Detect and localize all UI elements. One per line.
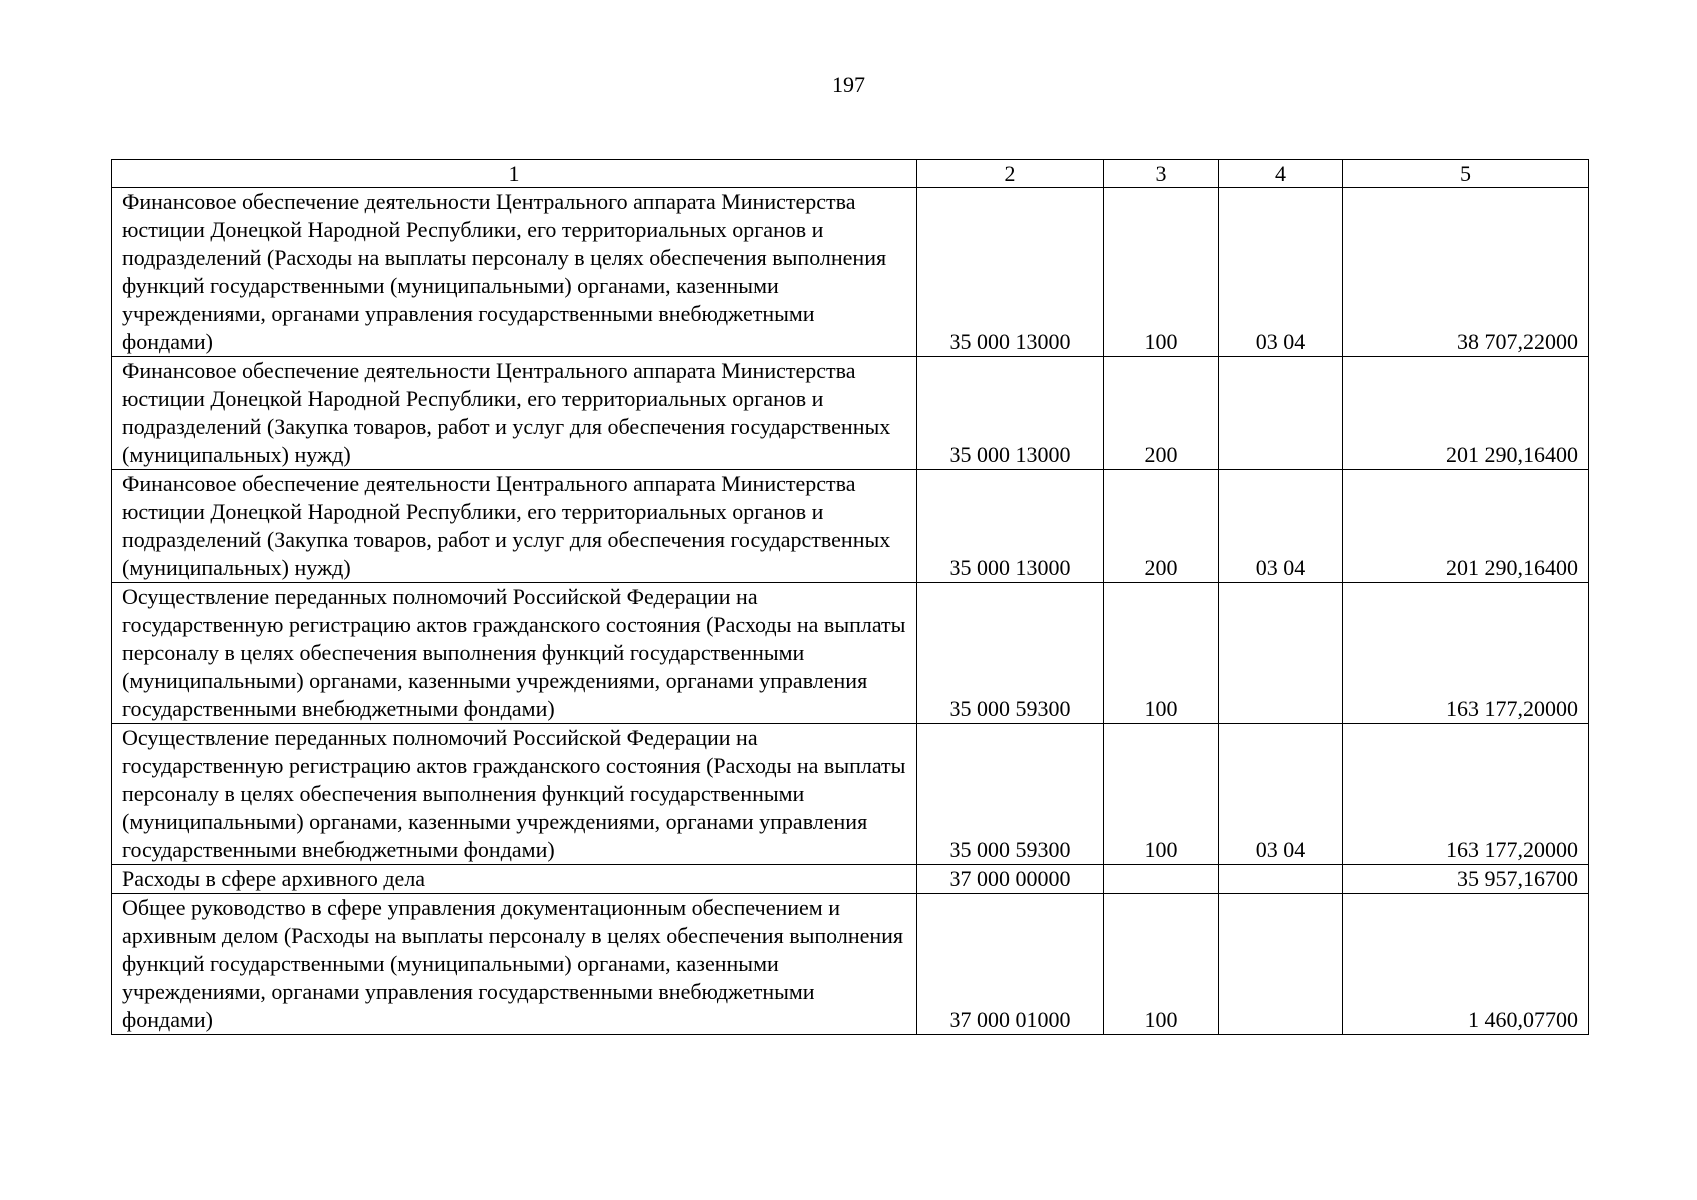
table-row [112,583,1589,724]
row-name: Расходы в сфере архивного дела [112,865,917,894]
budget-table [111,159,1589,1035]
row-name: Финансовое обеспечение деятельности Центрального аппарата Министерства юстиции Донецкой Народной Республики, его территориальных органов и подразделений (Закупка товаров, работ и услуг для обеспечения государственных (муниципальных) нужд) [112,357,917,470]
row-name: Финансовое обеспечение деятельности Центрального аппарата Министерства юстиции Донецкой Народной Республики, его территориальных органов и подразделений (Расходы на выплаты персоналу в целях обеспечения выполнения функций государственными (муниципальными) органами, казенными учреждениями, органами управления государственными внебюджетными фондами) [112,188,917,357]
row-amount: 163 177,20000 [1343,583,1589,724]
row-amount: 201 290,16400 [1343,357,1589,470]
row-section: 03 04 [1219,470,1343,583]
column-header: 2 [917,160,1104,188]
column-header: 5 [1343,160,1589,188]
row-target-code: 37 000 00000 [917,865,1104,894]
row-target-code: 35 000 13000 [917,357,1104,470]
row-amount: 1 460,07700 [1343,894,1589,1035]
column-header: 4 [1219,160,1343,188]
row-expense-type [1104,865,1219,894]
row-section [1219,357,1343,470]
table-row [112,357,1589,470]
page-number: 197 [832,72,865,97]
row-expense-type: 100 [1104,583,1219,724]
table-header-row [112,160,1589,188]
table-row [112,470,1589,583]
row-section [1219,894,1343,1035]
table-row [112,724,1589,865]
row-expense-type: 200 [1104,470,1219,583]
row-amount: 35 957,16700 [1343,865,1589,894]
row-target-code: 35 000 13000 [917,470,1104,583]
row-expense-type: 100 [1104,724,1219,865]
row-target-code: 35 000 59300 [917,724,1104,865]
row-target-code: 35 000 13000 [917,188,1104,357]
row-section [1219,583,1343,724]
row-expense-type: 100 [1104,894,1219,1035]
row-expense-type: 100 [1104,188,1219,357]
table-row [112,865,1589,894]
table-row [112,894,1589,1035]
column-header: 3 [1104,160,1219,188]
row-section: 03 04 [1219,188,1343,357]
row-section [1219,865,1343,894]
row-name: Осуществление переданных полномочий Российской Федерации на государственную регистрацию актов гражданского состояния (Расходы на выплаты персоналу в целях обеспечения выполнения функций государственными (муниципальными) органами, казенными учреждениями, органами управления государственными внебюджетными фондами) [112,724,917,865]
row-amount: 38 707,22000 [1343,188,1589,357]
column-header: 1 [112,160,917,188]
row-amount: 163 177,20000 [1343,724,1589,865]
row-target-code: 37 000 01000 [917,894,1104,1035]
row-expense-type: 200 [1104,357,1219,470]
row-amount: 201 290,16400 [1343,470,1589,583]
row-name: Финансовое обеспечение деятельности Центрального аппарата Министерства юстиции Донецкой Народной Республики, его территориальных органов и подразделений (Закупка товаров, работ и услуг для обеспечения государственных (муниципальных) нужд) [112,470,917,583]
row-name: Осуществление переданных полномочий Российской Федерации на государственную регистрацию актов гражданского состояния (Расходы на выплаты персоналу в целях обеспечения выполнения функций государственными (муниципальными) органами, казенными учреждениями, органами управления государственными внебюджетными фондами) [112,583,917,724]
row-name: Общее руководство в сфере управления документационным обеспечением и архивным делом (Расходы на выплаты персоналу в целях обеспечения выполнения функций государственными (муниципальными) органами, казенными учреждениями, органами управления государственными внебюджетными фондами) [112,894,917,1035]
row-section: 03 04 [1219,724,1343,865]
row-target-code: 35 000 59300 [917,583,1104,724]
table-row [112,188,1589,357]
